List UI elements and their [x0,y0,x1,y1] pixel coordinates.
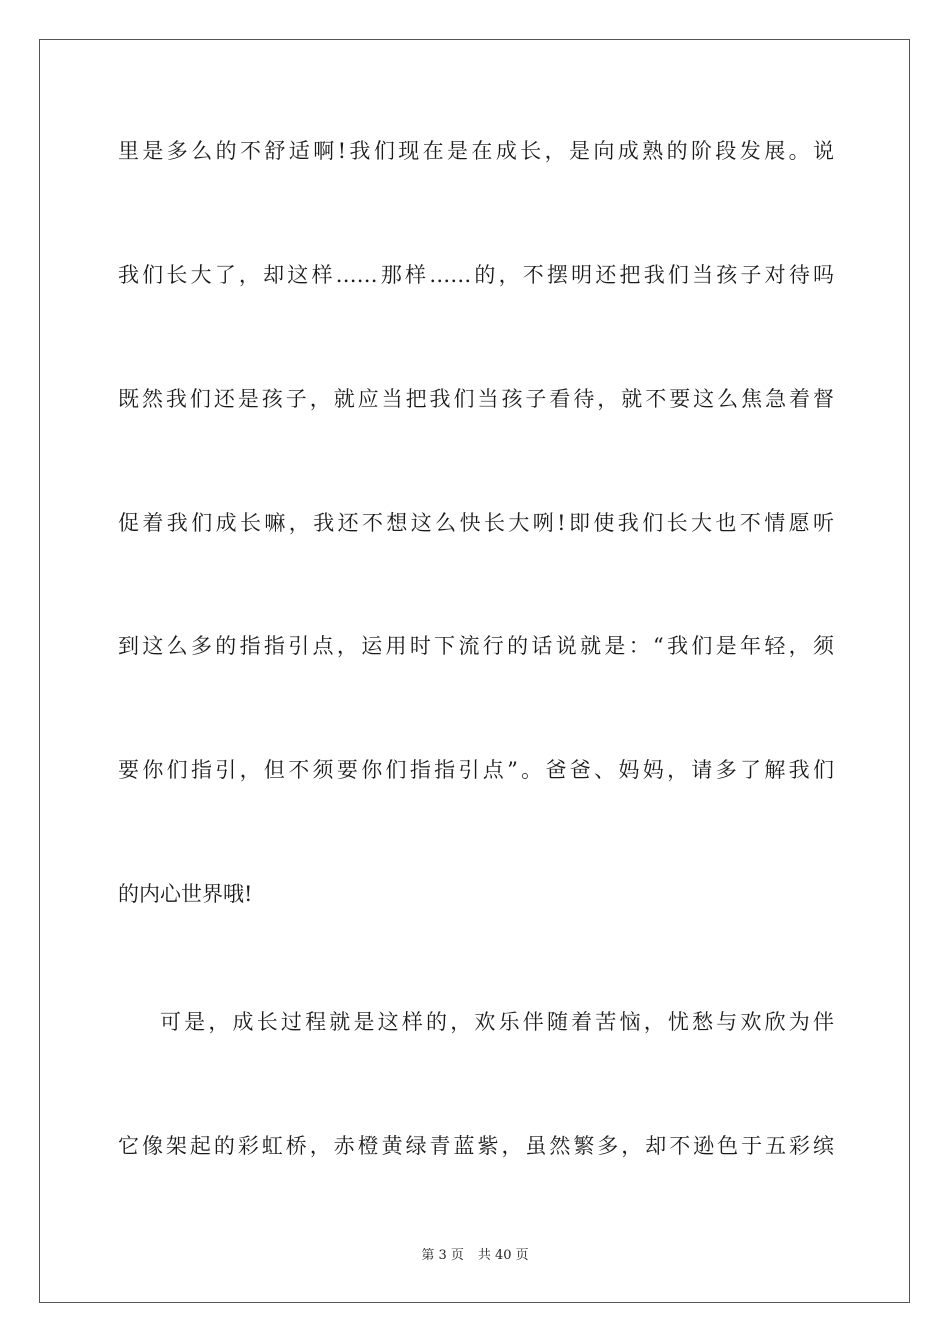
page-number: 第 3 页 [421,1248,464,1263]
page-frame [39,39,910,1303]
text-line-8: 可是，成长过程就是这样的，欢乐伴随着苦恼，忧愁与欢欣为伴 [160,1010,834,1034]
text-line-2: 我们长大了，却这样……那样……的，不摆明还把我们当孩子对待吗 [118,263,834,287]
text-line-3: 既然我们还是孩子，就应当把我们当孩子看待，就不要这么焦急着督 [118,387,834,411]
page-total: 共 40 页 [477,1248,529,1263]
text-line-4: 促着我们成长嘛，我还不想这么快长大咧!即使我们长大也不情愿听 [118,511,834,535]
text-line-6: 要你们指引，但不须要你们指指引点”。爸爸、妈妈，请多了解我们 [118,758,834,782]
text-line-7: 的内心世界哦! [118,882,253,906]
text-line-1: 里是多么的不舒适啊!我们现在是在成长，是向成熟的阶段发展。说 [118,139,834,163]
text-line-5: 到这么多的指指引点，运用时下流行的话说就是：“我们是年轻，须 [118,634,834,658]
page-footer [0,1244,950,1268]
text-line-9: 它像架起的彩虹桥，赤橙黄绿青蓝紫，虽然繁多，却不逊色于五彩缤 [118,1134,834,1158]
